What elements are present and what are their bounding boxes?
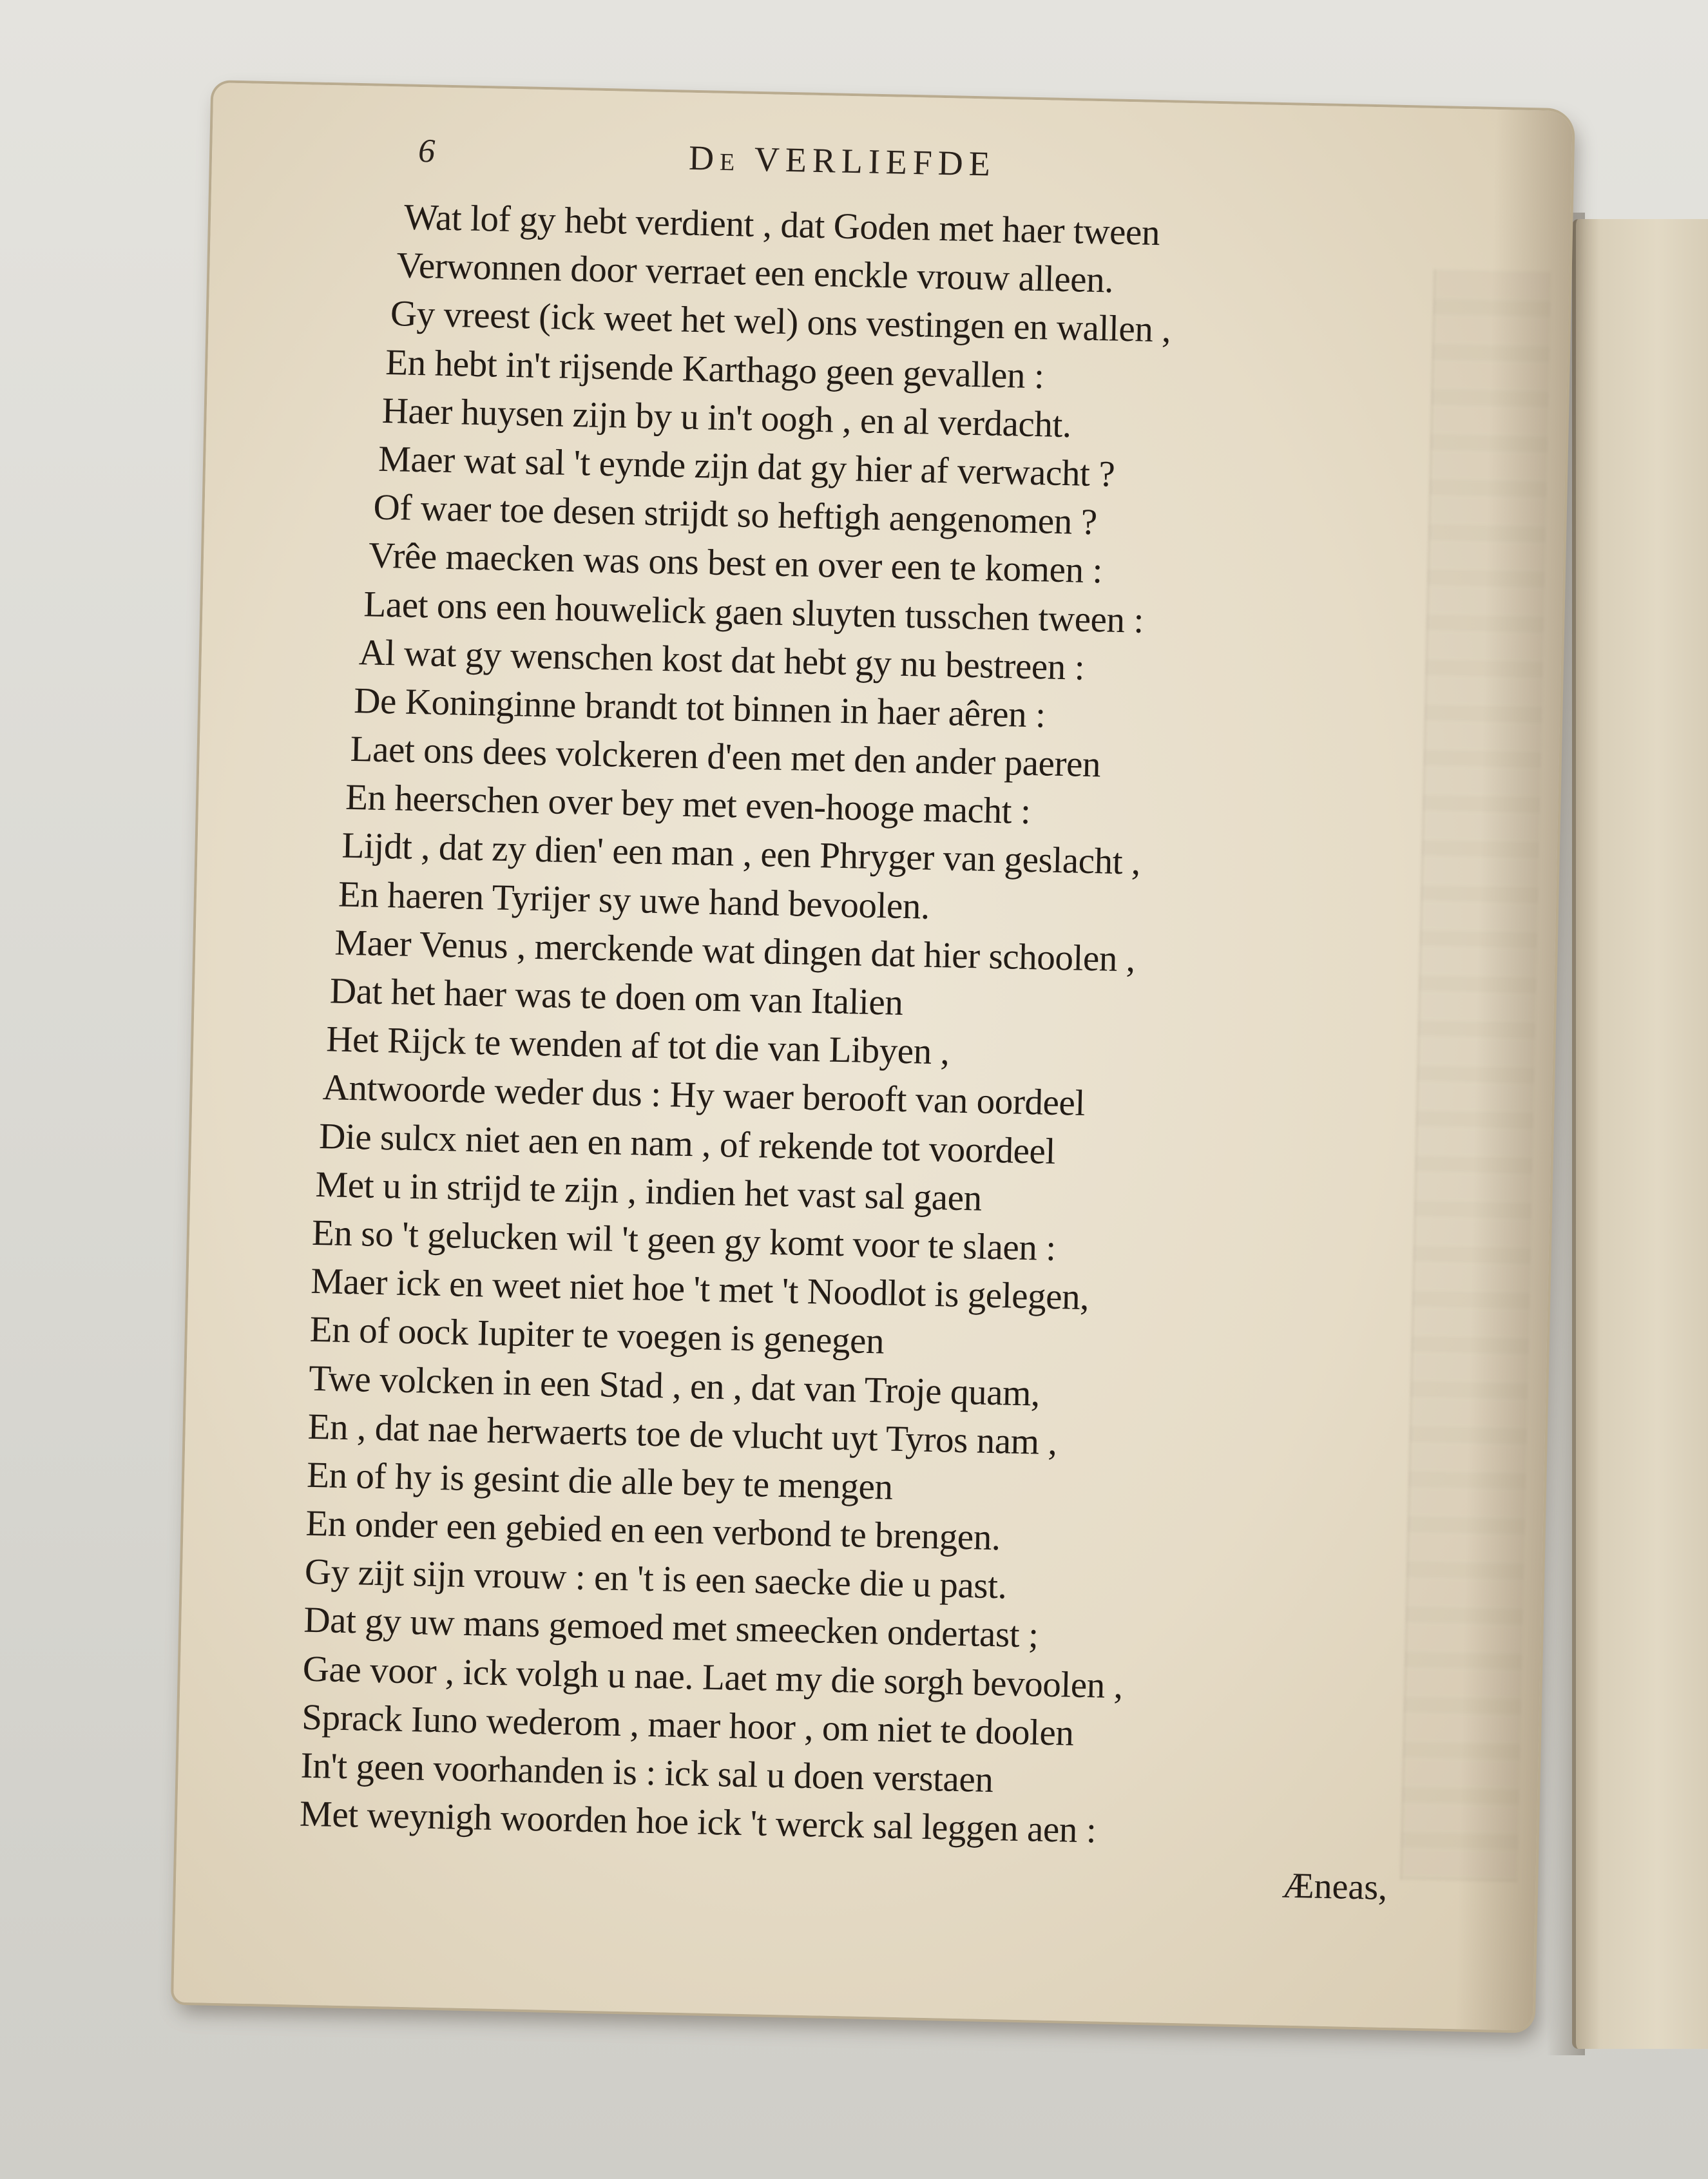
verse-line: Dat het haer was te doen om van Italien: [329, 970, 904, 1023]
verse-line: En onder een gebied en een verbond te brengen.: [305, 1502, 1001, 1559]
book-page: [173, 82, 1573, 2031]
verse-line: En of hy is gesint die alle bey te mengen: [306, 1454, 894, 1508]
verse-line: En haeren Tyrijer sy uwe hand bevoolen.: [338, 874, 930, 927]
verse-line: Lijdt , dat zy dien' een man , een Phryger van geslacht ,: [341, 825, 1141, 883]
verse-line: In't geen voorhanden is : ick sal u doen verstaen: [300, 1745, 994, 1801]
verse-line: En , dat nae herwaerts toe de vlucht uyt Tyros nam ,: [307, 1406, 1058, 1463]
verse-line: Vrêe maecken was ons best en over een te komen :: [368, 535, 1103, 591]
verse-line: Het Rijck te wenden af tot die van Libyen ,: [325, 1019, 950, 1073]
verse-line: Haer huysen zijn by u in't oogh , en al verdacht.: [381, 390, 1072, 445]
verse-line: Maer wat sal 't eynde zijn dat gy hier af verwacht ?: [378, 438, 1115, 495]
verse-line: Met weynigh woorden hoe ick 't werck sal leggen aen :: [299, 1793, 1097, 1851]
verse-line: Sprack Iuno wederom , maer hoor , om niet te doolen: [301, 1696, 1075, 1754]
catchword: Æneas,: [1281, 1865, 1388, 1908]
verse-line: Gy zijt sijn vrouw : en 't is een saecke die u past.: [304, 1551, 1008, 1607]
verse-line: Maer ick en weet niet hoe 't met 't Noodlot is gelegen,: [310, 1260, 1089, 1318]
verse-line: Laet ons dees volckeren d'een met den ander paeren: [350, 728, 1101, 785]
verse-line: Gy vreest (ick weet het wel) ons vestingen en wallen ,: [390, 293, 1171, 350]
verse-line: Dat gy uw mans gemoed met smeecken ondertast ;: [303, 1600, 1039, 1656]
verse-line: En so 't gelucken wil 't geen gy komt voor te slaen :: [311, 1212, 1057, 1269]
facing-page-edge: [1572, 219, 1708, 2049]
verse-line: De Koninginne brandt tot binnen in haer aêren :: [353, 680, 1046, 736]
verse-line: Wat lof gy hebt verdient , dat Goden met haer tween: [403, 197, 1160, 254]
verse-line: Met u in strijd te zijn , indien het vast sal gaen: [315, 1164, 983, 1219]
running-head: De VERLIEFDE: [688, 138, 997, 184]
verse-line: Gae voor , ick volgh u nae. Laet my die sorgh bevoolen ,: [302, 1648, 1124, 1706]
verse-line: Verwonnen door verraet een enckle vrouw alleen.: [396, 245, 1114, 301]
verse-line: En of oock Iupiter te voegen is genegen: [309, 1309, 885, 1362]
verse-line: En heerschen over bey met even-hooge macht :: [345, 777, 1032, 832]
verse-line: Laet ons een houwelick gaen sluyten tusschen tween :: [363, 583, 1144, 641]
verse-line: En hebt in't rijsende Karthago geen gevallen :: [385, 341, 1045, 396]
page-number: 6: [417, 132, 436, 170]
verse-line: Al wat gy wenschen kost dat hebt gy nu bestreen :: [358, 631, 1085, 688]
verse-line: Of waer toe desen strijdt so heftigh aengenomen ?: [373, 486, 1098, 543]
verse-line: Antwoorde weder dus : Hy waer berooft van oordeel: [322, 1067, 1086, 1124]
verse-line: Maer Venus , merckende wat dingen dat hier schoolen ,: [334, 922, 1136, 980]
verse-line: Die sulcx niet aen en nam , of rekende tot voordeel: [318, 1115, 1056, 1172]
verse-text: [299, 191, 1428, 1861]
verse-line: Twe volcken in een Stad , en , dat van Troje quam,: [308, 1358, 1041, 1414]
